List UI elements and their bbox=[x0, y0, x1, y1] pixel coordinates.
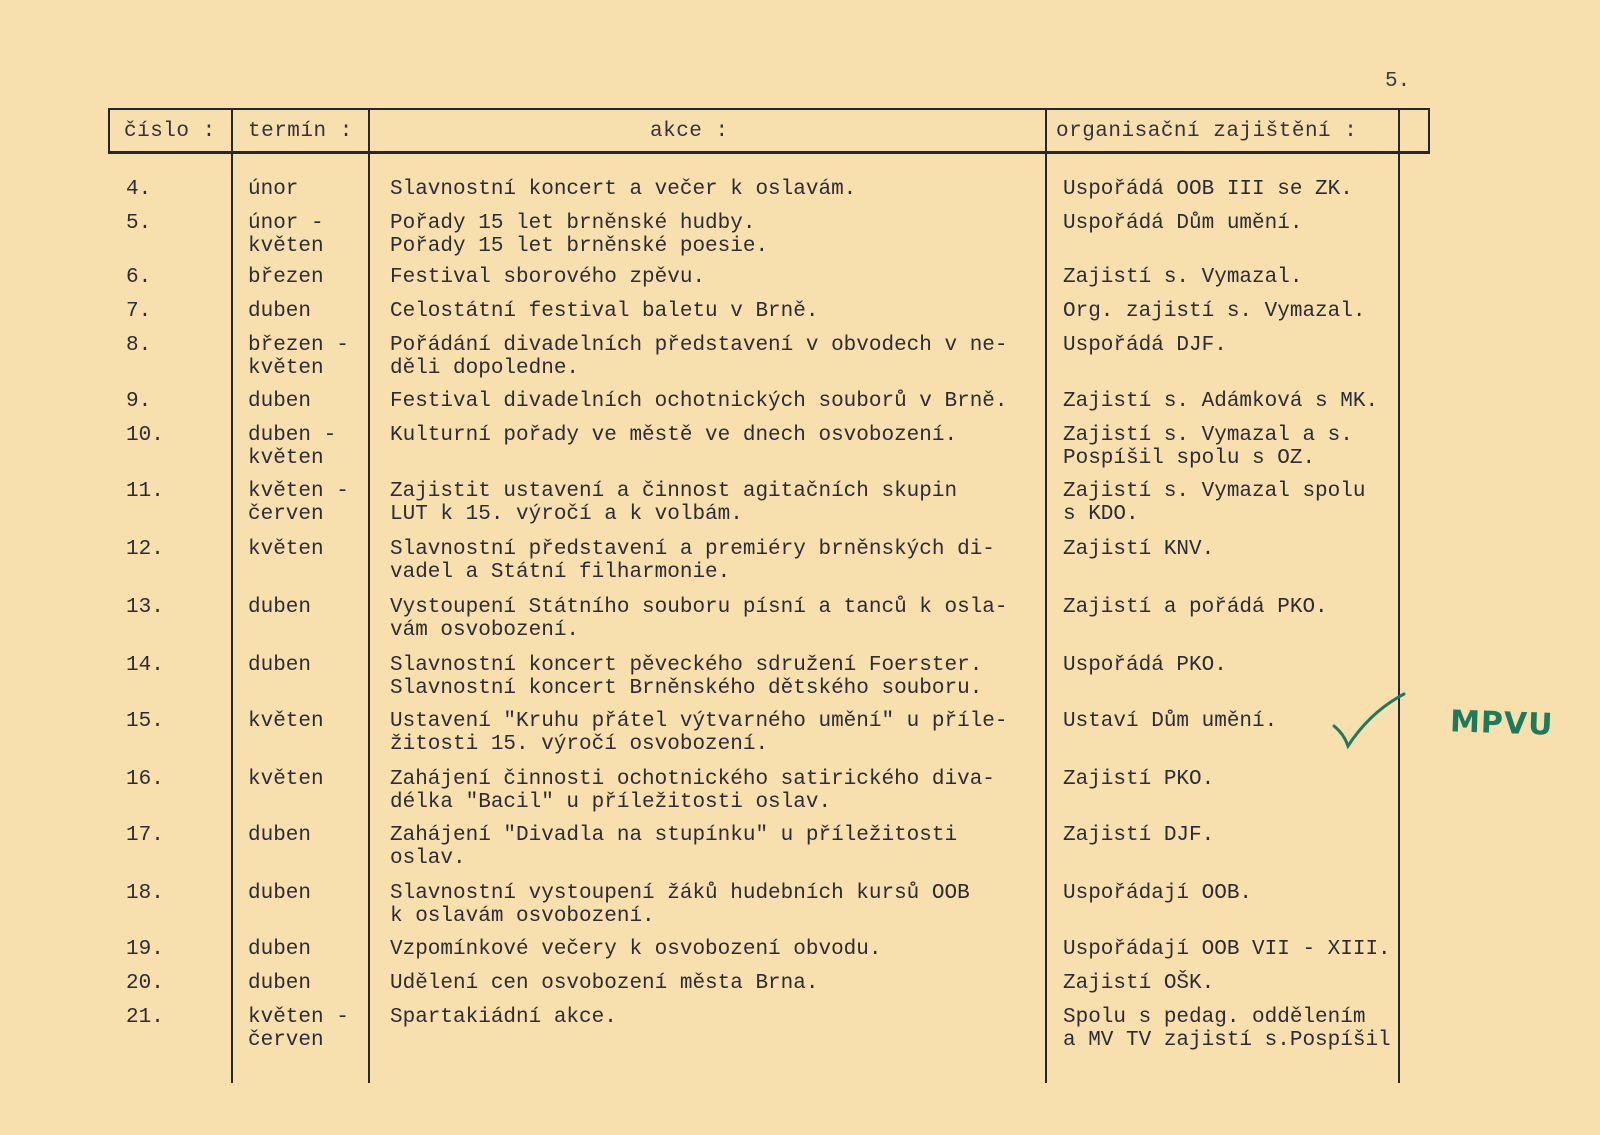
row-org: Zajistí PKO. bbox=[1063, 768, 1215, 791]
row-akce: Udělení cen osvobození města Brna. bbox=[390, 972, 819, 995]
row-org: Org. zajistí s. Vymazal. bbox=[1063, 300, 1366, 323]
row-org: Uspořádá OOB III se ZK. bbox=[1063, 178, 1353, 201]
row-akce: Vystoupení Státního souboru písní a tanců k osla- vám osvobození. bbox=[390, 596, 1008, 642]
row-akce: Zahájení činnosti ochotnického satirického diva- délka "Bacil" u příležitosti oslav. bbox=[390, 768, 995, 814]
row-term: únor bbox=[248, 178, 299, 201]
row-org: Zajistí KNV. bbox=[1063, 538, 1215, 561]
header-cislo: číslo : bbox=[124, 119, 216, 143]
row-number: 21. bbox=[126, 1006, 164, 1029]
row-akce: Festival sborového zpěvu. bbox=[390, 266, 706, 289]
handwritten-note: MPVU bbox=[1449, 704, 1555, 743]
row-org: Zajistí OŠK. bbox=[1063, 972, 1215, 995]
row-org: Uspořádá Dům umění. bbox=[1063, 212, 1303, 235]
row-akce: Zahájení "Divadla na stupínku" u příležitosti oslav. bbox=[390, 824, 958, 870]
row-term: březen bbox=[248, 266, 324, 289]
row-org: Zajistí s. Vymazal a s. Pospíšil spolu s OZ. bbox=[1063, 424, 1353, 470]
row-term: květen bbox=[248, 538, 324, 561]
row-org: Spolu s pedag. oddělením a MV TV zajistí s.Pospíšil bbox=[1063, 1006, 1391, 1052]
row-akce: Ustavení "Kruhu přátel výtvarného umění" u příle- žitosti 15. výročí osvobození. bbox=[390, 710, 1008, 756]
column-rule bbox=[108, 108, 110, 154]
row-akce: Slavnostní koncert pěveckého sdružení Foerster. Slavnostní koncert Brněnského dětského souboru. bbox=[390, 654, 983, 700]
header-termin: termín : bbox=[248, 119, 353, 143]
row-term: květen - červen bbox=[248, 1006, 349, 1052]
events-table bbox=[108, 108, 1430, 1083]
row-org: Uspořádá PKO. bbox=[1063, 654, 1227, 677]
row-akce: Celostátní festival baletu v Brně. bbox=[390, 300, 819, 323]
row-org: Zajistí s. Vymazal spolu s KDO. bbox=[1063, 480, 1366, 526]
column-rule bbox=[1045, 108, 1047, 1083]
row-number: 6. bbox=[126, 266, 152, 289]
row-number: 5. bbox=[126, 212, 152, 235]
row-akce: Festival divadelních ochotnických souborů v Brně. bbox=[390, 390, 1008, 413]
row-akce: Pořádání divadelních představení v obvodech v ne- děli dopoledne. bbox=[390, 334, 1008, 380]
row-akce: Slavnostní koncert a večer k oslavám. bbox=[390, 178, 857, 201]
row-number: 15. bbox=[126, 710, 164, 733]
row-akce: Vzpomínkové večery k osvobození obvodu. bbox=[390, 938, 882, 961]
table-header bbox=[108, 108, 1430, 154]
row-number: 13. bbox=[126, 596, 164, 619]
row-term: duben bbox=[248, 300, 312, 323]
row-number: 18. bbox=[126, 882, 164, 905]
row-org: Zajistí s. Adámková s MK. bbox=[1063, 390, 1379, 413]
row-term: květen - červen bbox=[248, 480, 349, 526]
row-number: 9. bbox=[126, 390, 152, 413]
header-akce: akce : bbox=[650, 119, 729, 143]
row-term: duben bbox=[248, 390, 312, 413]
row-number: 10. bbox=[126, 424, 164, 447]
row-number: 4. bbox=[126, 178, 152, 201]
row-term: duben bbox=[248, 882, 312, 905]
row-akce: Slavnostní představení a premiéry brněnských di- vadel a Státní filharmonie. bbox=[390, 538, 995, 584]
row-term: duben bbox=[248, 972, 312, 995]
row-org: Uspořádá DJF. bbox=[1063, 334, 1227, 357]
row-term: duben bbox=[248, 654, 312, 677]
row-org: Uspořádají OOB VII - XIII. bbox=[1063, 938, 1391, 961]
row-org: Zajistí a pořádá PKO. bbox=[1063, 596, 1328, 619]
row-org: Zajistí s. Vymazal. bbox=[1063, 266, 1303, 289]
row-number: 14. bbox=[126, 654, 164, 677]
row-number: 12. bbox=[126, 538, 164, 561]
row-term: duben bbox=[248, 596, 312, 619]
row-akce: Spartakiádní akce. bbox=[390, 1006, 617, 1029]
column-rule bbox=[231, 108, 233, 1083]
row-number: 8. bbox=[126, 334, 152, 357]
row-term: květen bbox=[248, 768, 324, 791]
row-term: duben - květen bbox=[248, 424, 337, 470]
row-number: 19. bbox=[126, 938, 164, 961]
row-org: Ustaví Dům umění. bbox=[1063, 710, 1278, 733]
row-akce: Pořady 15 let brněnské hudby. Pořady 15 let brněnské poesie. bbox=[390, 212, 769, 258]
row-akce: Zajistit ustavení a činnost agitačních skupin LUT k 15. výročí a k volbám. bbox=[390, 480, 958, 526]
row-number: 16. bbox=[126, 768, 164, 791]
column-rule bbox=[368, 108, 370, 1083]
row-org: Uspořádají OOB. bbox=[1063, 882, 1253, 905]
row-term: březen - květen bbox=[248, 334, 349, 380]
row-number: 7. bbox=[126, 300, 152, 323]
row-number: 17. bbox=[126, 824, 164, 847]
row-akce: Slavnostní vystoupení žáků hudebních kursů OOB k oslavám osvobození. bbox=[390, 882, 970, 928]
row-number: 20. bbox=[126, 972, 164, 995]
check-mark-icon bbox=[1330, 690, 1410, 750]
row-term: duben bbox=[248, 824, 312, 847]
page-number: 5. bbox=[1385, 70, 1411, 93]
row-term: duben bbox=[248, 938, 312, 961]
row-term: květen bbox=[248, 710, 324, 733]
row-org: Zajistí DJF. bbox=[1063, 824, 1215, 847]
row-number: 11. bbox=[126, 480, 164, 503]
header-org: organisační zajištění : bbox=[1056, 119, 1358, 143]
row-akce: Kulturní pořady ve městě ve dnech osvobození. bbox=[390, 424, 958, 447]
row-term: únor - květen bbox=[248, 212, 324, 258]
column-rule bbox=[1398, 108, 1400, 1083]
